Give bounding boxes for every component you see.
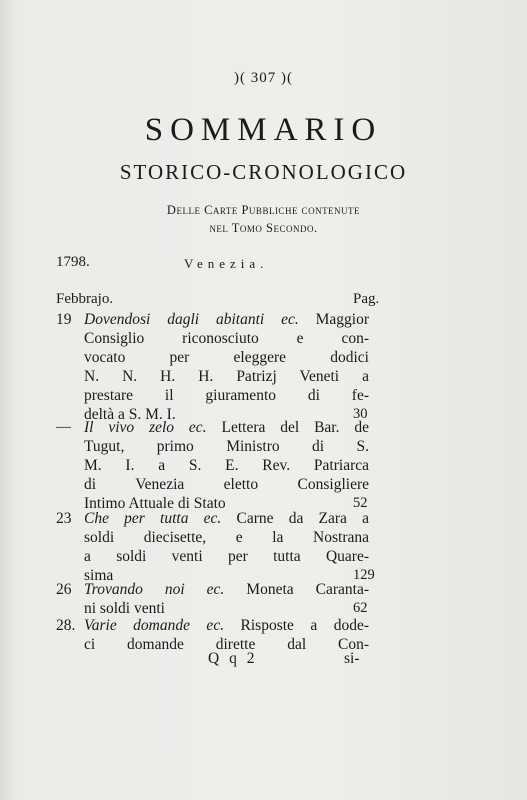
year: 1798. [56,254,90,270]
catchword: si- [344,650,360,667]
entry-page-number: 129 [353,567,375,583]
entry-page-number: 30 [353,406,368,422]
entry-number: 26 [56,581,72,598]
entry-text: Lettera del Bar. de [221,419,370,436]
entry-text: ni soldi venti [84,600,165,617]
entry-incipit: Dovendosi dagli abitanti ec. [84,311,299,328]
pag-label: Pag. [353,291,380,307]
entry-number: 28. [56,617,76,634]
entry-incipit: Varie domande ec. [84,617,225,634]
entry-text: vocato per eleggere dodici [84,349,369,366]
entry-text: a soldi venti per tutta Quare- [84,548,369,565]
page-subtitle: STORICO-CRONOLOGICO [119,160,408,184]
entry-number: 19 [56,311,72,328]
entry-text: Tugut, primo Ministro di S. [84,438,369,455]
entry-page-number: 52 [353,495,368,511]
month-label: Febbrajo. [56,291,114,307]
entry-text: Consiglio riconosciuto e con- [84,330,369,347]
entry-page-number: 62 [353,600,368,616]
entry-incipit: Il vivo zelo ec. [84,419,207,436]
page-folio: )( 307 )( [234,70,293,86]
entry-text: N. N. H. H. Patrizj Veneti a [84,368,369,385]
entry-text: ci domande dirette dal Con- [84,636,369,653]
entry-text: prestare il giuramento di fe- [84,387,369,404]
signature-mark: Q q 2 [208,650,258,667]
entry-text: Risposte a dode- [240,617,369,634]
entry-text: M. I. a S. E. Rev. Patriarca [84,457,369,474]
city-heading: Venezia. [184,256,269,271]
description-line-2: nel Tomo Secondo. [209,221,318,235]
show-through-text [170,82,177,222]
entry-text: di Venezia eletto Consigliere [84,476,369,493]
entry-text: Carne da Zara a [236,510,369,527]
entry-text: Maggior [315,311,370,328]
entry-text: soldi diecisette, e la Nostrana [84,529,369,546]
entry-text: sima [84,567,114,584]
entry-incipit: Che per tutta ec. [84,510,222,527]
page-title: SOMMARIO [144,112,383,148]
entry-incipit: Trovando noi ec. [84,581,225,598]
entry-text: Moneta Caranta- [246,581,369,598]
entry-number: 23 [56,510,72,527]
entry-number: — [56,419,71,435]
entry-text: Intimo Attuale di Stato [84,495,226,512]
entry-text: deltà a S. M. I. [84,406,176,423]
description-line-1: Delle Carte Pubbliche contenute [166,203,361,217]
